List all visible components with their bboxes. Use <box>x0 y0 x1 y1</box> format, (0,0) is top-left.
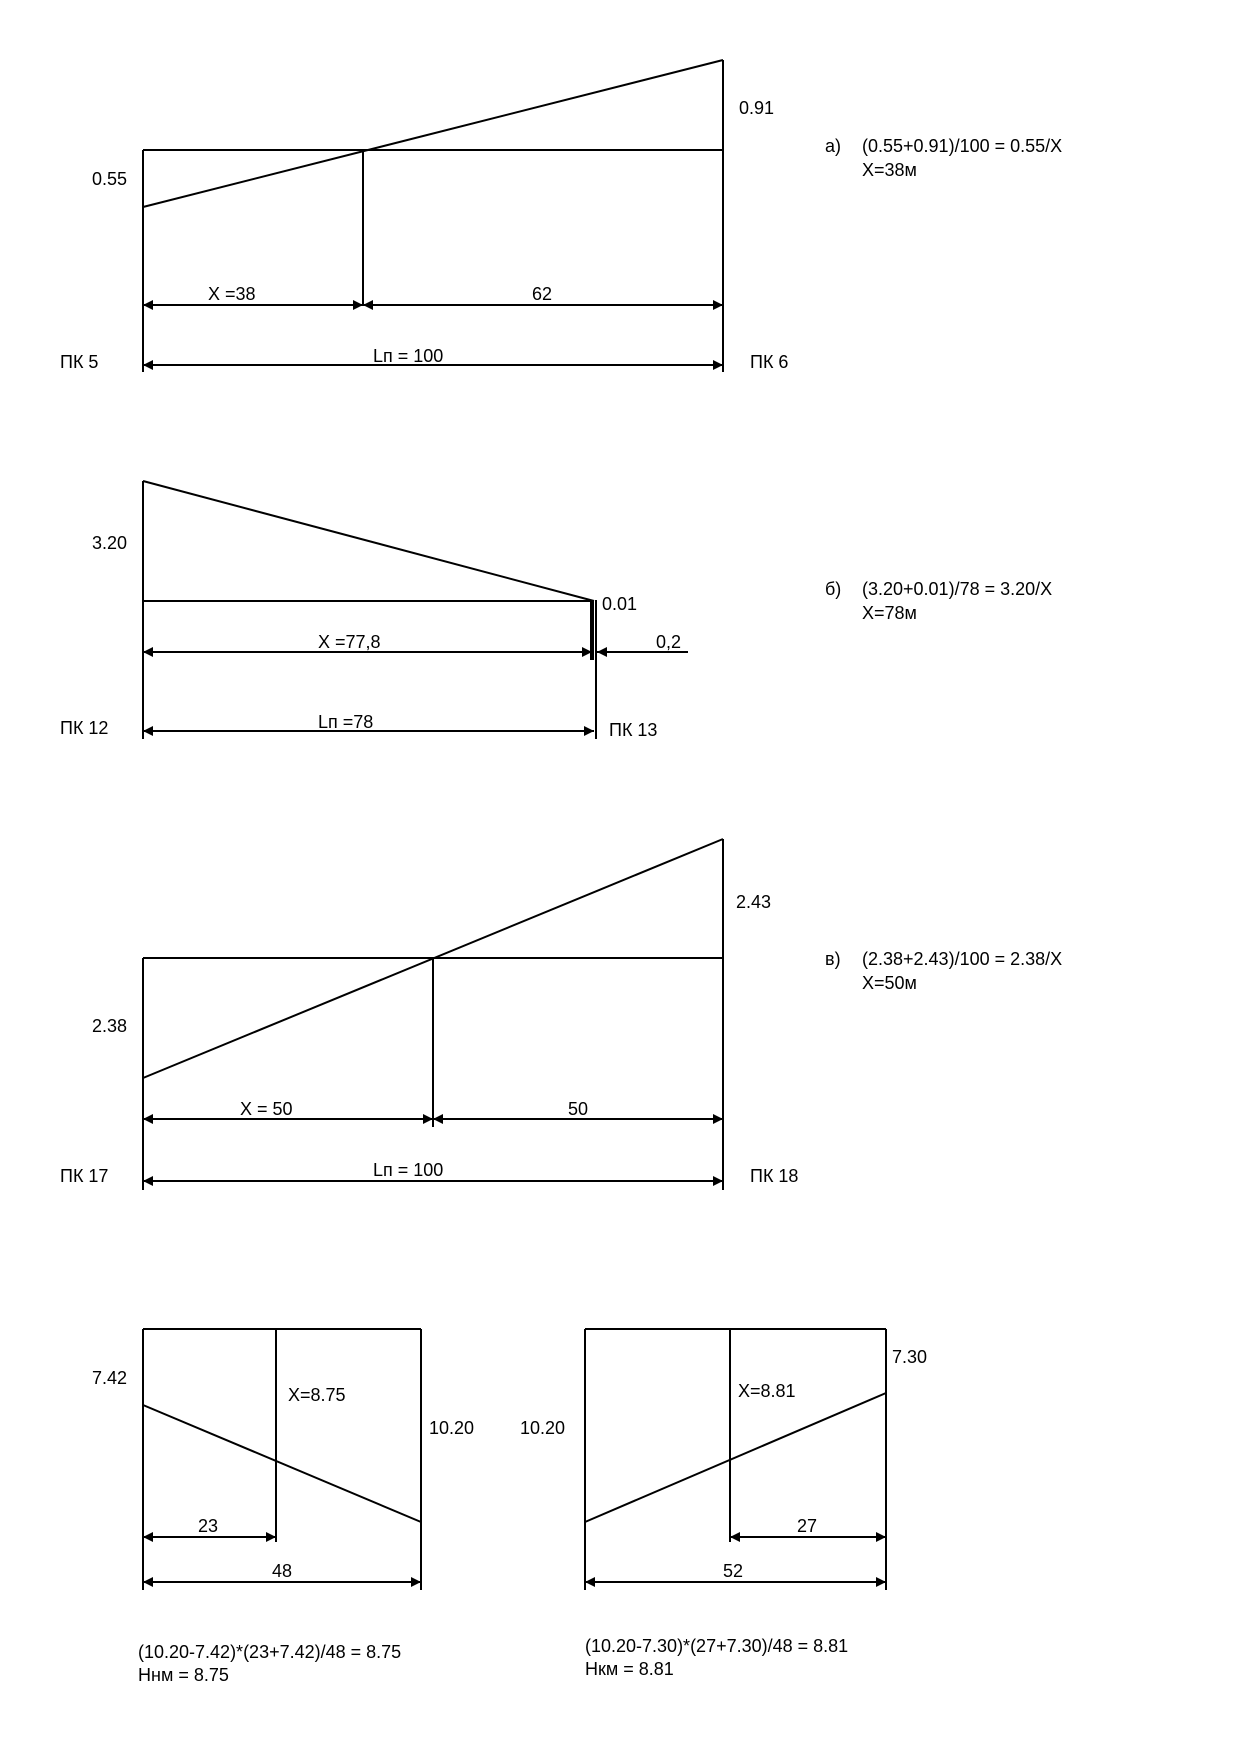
dim-rest-label: 62 <box>532 284 553 304</box>
pk-right-label: ПК 13 <box>609 720 658 740</box>
pk-right-label: ПК 6 <box>750 352 789 372</box>
case-label: в) <box>825 949 841 969</box>
dim-x-label: X =77,8 <box>318 632 381 652</box>
formula: (2.38+2.43)/100 = 2.38/X <box>862 949 1063 969</box>
result: X=38м <box>862 160 917 180</box>
dim-part-label: 23 <box>198 1516 219 1536</box>
diagram-start-mark <box>92 1329 474 1685</box>
result: X=78м <box>862 603 917 623</box>
formula: (0.55+0.91)/100 = 0.55/X <box>862 136 1063 156</box>
pk-left-label: ПК 12 <box>60 718 109 738</box>
left-value: 0.55 <box>92 169 128 189</box>
pk-left-label: ПК 5 <box>60 352 99 372</box>
diagram-b <box>60 481 1052 740</box>
x-label: X=8.81 <box>738 1381 796 1401</box>
diagram-end-mark <box>520 1329 927 1679</box>
case-label: б) <box>825 579 842 599</box>
formula: (3.20+0.01)/78 = 3.20/X <box>862 579 1053 599</box>
profile-line <box>585 1393 886 1522</box>
pk-right-label: ПК 18 <box>750 1166 799 1186</box>
pk-left-label: ПК 17 <box>60 1166 109 1186</box>
formula: (10.20-7.30)*(27+7.30)/48 = 8.81 <box>585 1636 849 1656</box>
formula: (10.20-7.42)*(23+7.42)/48 = 8.75 <box>138 1642 402 1662</box>
left-value: 2.38 <box>92 1016 128 1036</box>
result: Hкм = 8.81 <box>585 1659 674 1679</box>
diagram-a <box>60 60 1062 372</box>
right-value: 10.20 <box>429 1418 475 1438</box>
dim-total-label: 48 <box>272 1561 293 1581</box>
left-value: 3.20 <box>92 533 128 553</box>
right-value: 2.43 <box>736 892 772 912</box>
dim-x-label: X =38 <box>208 284 256 304</box>
result: Hнм = 8.75 <box>138 1665 229 1685</box>
dim-rest-label: 0,2 <box>656 632 682 652</box>
dim-total-label: Lп =78 <box>318 712 374 732</box>
x-label: X=8.75 <box>288 1385 346 1405</box>
dim-total-label: 52 <box>723 1561 744 1581</box>
dim-x-label: X = 50 <box>240 1099 293 1119</box>
profile-line <box>143 60 723 207</box>
left-value: 7.42 <box>92 1368 128 1388</box>
dim-part-label: 27 <box>797 1516 818 1536</box>
diagram-v <box>60 839 1062 1190</box>
profile-line <box>143 481 594 601</box>
dim-total-label: Lп = 100 <box>373 1160 444 1180</box>
right-value: 0.91 <box>739 98 775 118</box>
result: X=50м <box>862 973 917 993</box>
profile-line <box>143 1405 421 1522</box>
right-value: 0.01 <box>602 594 638 614</box>
left-value: 10.20 <box>520 1418 566 1438</box>
dim-total-label: Lп = 100 <box>373 346 444 366</box>
dim-rest-label: 50 <box>568 1099 589 1119</box>
right-value: 7.30 <box>892 1347 928 1367</box>
case-label: а) <box>825 136 842 156</box>
